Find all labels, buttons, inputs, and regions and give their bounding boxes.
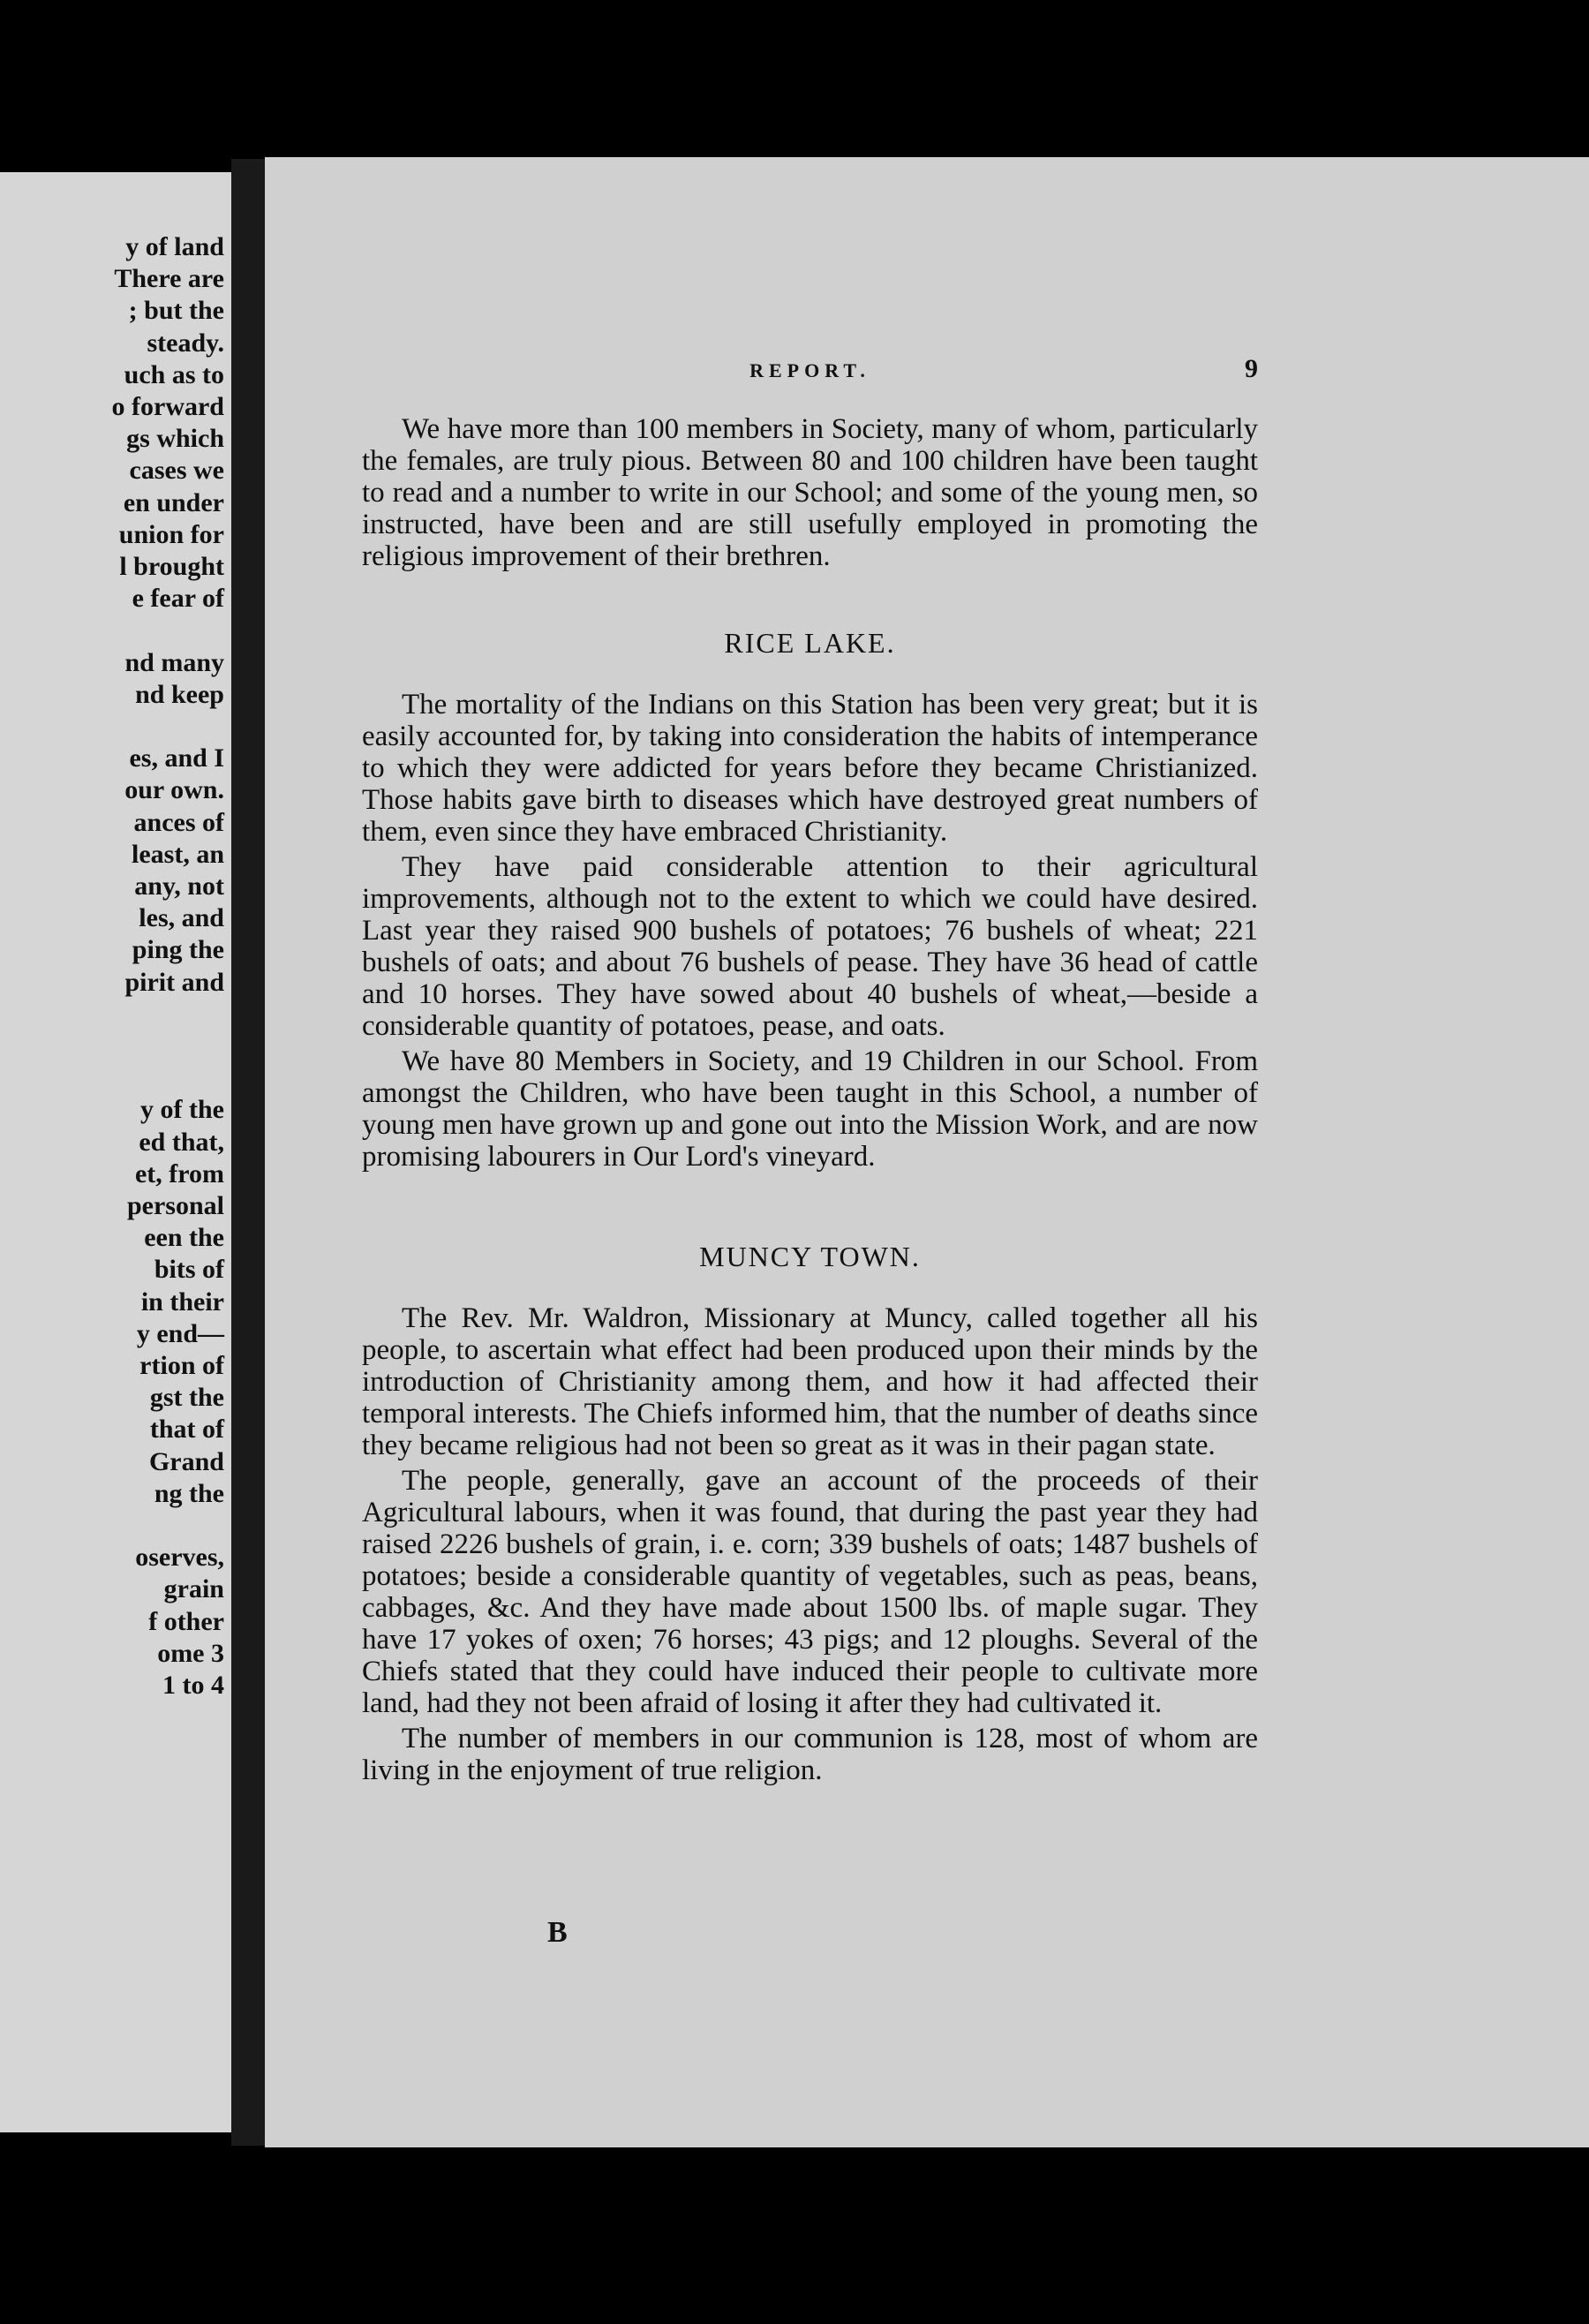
left-page-line: nd many: [124, 647, 224, 677]
left-page-line: l brought: [119, 552, 224, 581]
left-page-line: ; but the: [128, 296, 224, 326]
running-head: REPORT.: [749, 359, 870, 381]
page-number: 9: [1245, 354, 1258, 383]
left-page-line: y of land: [125, 232, 224, 261]
rice-lake-section: [362, 689, 1258, 1173]
left-page-line: uch as to: [124, 359, 224, 389]
left-page-line: en under: [123, 487, 224, 517]
left-page-line: 1 to 4: [162, 1671, 224, 1700]
left-page-line: ome 3: [157, 1638, 224, 1668]
rice-lake-paragraph-2: They have paid considerable attention to their agricultural improvements, although not to the extent to which we could have desired. Last year they raised 900 bushels of potatoes; 76 bushels of wheat; 221 bushels of oats; and about 76 bushels of pease. They have 36 head of cattle and 10 horses. They have sowed about 40 bushels of wheat,—beside a considerable quantity of potatoes, pease, and oats.: [362, 851, 1258, 1042]
left-page-line: pirit and: [124, 967, 224, 997]
left-page-line: grain: [163, 1574, 224, 1604]
left-page-line: least, an: [132, 839, 224, 869]
section-heading-rice-lake: RICE LAKE.: [724, 627, 896, 659]
left-page-line: e fear of: [132, 584, 224, 614]
left-page-line: o forward: [111, 392, 224, 421]
left-page-line: es, and I: [129, 743, 224, 773]
left-page-line: that of: [149, 1415, 224, 1445]
section-heading-muncy-town: MUNCY TOWN.: [699, 1241, 921, 1272]
muncy-town-paragraph-1: The Rev. Mr. Waldron, Missionary at Muncy, called together all his people, to ascertain what effect had been produced upon their minds by the introduction of Christianity among them, and how it had affected their temporal interests. The Chiefs informed him, that the number of deaths since they became religious had not been so great as it was in their pagan state.: [362, 1302, 1258, 1461]
left-page-line: een the: [144, 1223, 224, 1253]
rice-lake-paragraph-1: The mortality of the Indians on this Station has been very great; but it is easily accounted for, by taking into consideration the habits of intemperance to which they were addicted for years before they became Christianized. Those habits gave birth to diseases which have destroyed great numbers of them, even since they have embraced Christianity.: [362, 689, 1258, 848]
left-page-line: oserves,: [135, 1543, 224, 1573]
left-page-line: ping the: [132, 935, 224, 965]
left-page-line: steady.: [147, 328, 224, 358]
left-page-line: our own.: [124, 775, 224, 805]
left-page-line: bits of: [154, 1255, 224, 1285]
left-page-line: rtion of: [139, 1351, 224, 1380]
left-page-line: ng the: [154, 1478, 224, 1508]
left-page-line: There are: [114, 264, 224, 294]
muncy-town-paragraph-3: The number of members in our communion is 128, most of whom are living in the enjoyment of true religion.: [362, 1723, 1258, 1786]
left-page-line: union for: [118, 519, 224, 549]
rice-lake-paragraph-3: We have 80 Members in Society, and 19 Children in our School. From amongst the Children, who have been taught in this School, a number of young men have grown up and gone out into the Mission Work, and are now promising labourers in Our Lord's vineyard.: [362, 1045, 1258, 1173]
left-page-line: personal: [126, 1191, 224, 1220]
left-page-line: Grand: [148, 1446, 224, 1476]
left-page-line: cases we: [129, 456, 224, 486]
left-page-line: les, and: [139, 903, 224, 933]
left-page-line: et, from: [134, 1158, 224, 1188]
left-page-line: nd keep: [135, 679, 224, 709]
left-page-line: gs which: [126, 424, 224, 454]
left-page-line: any, not: [134, 872, 224, 901]
intro-paragraph: We have more than 100 members in Society, many of whom, particularly the females, are truly pious. Between 80 and 100 children have been taught to read and a number to write in our School; and some of the young men, so instructed, have been and are still usefully employed in promoting the religious improvement of their brethren.: [362, 413, 1258, 572]
left-page-line: y of the: [140, 1095, 224, 1125]
left-page-line: gst the: [149, 1383, 224, 1413]
left-page-line: ances of: [133, 807, 224, 837]
intro-block: [362, 413, 1258, 572]
page-header: [362, 354, 1258, 393]
muncy-town-section: [362, 1302, 1258, 1786]
left-page-line: ed that,: [139, 1127, 224, 1157]
left-page-fragment: [0, 172, 231, 2132]
muncy-town-paragraph-2: The people, generally, gave an account of the proceeds of their Agricultural labours, when it was found, that during the past year they had raised 2226 bushels of grain, i. e. corn; 339 bushels of oats; 1487 bushels of potatoes; beside a considerable quantity of vegetables, such as peas, beans, cabbages, &c. And they have made about 1500 lbs. of maple sugar. They have 17 yokes of oxen; 76 horses; 43 pigs; and 12 ploughs. Several of the Chiefs stated that they could have induced their people to cultivate more land, had they not been afraid of losing it after they had cultivated it.: [362, 1465, 1258, 1719]
left-page-line: y end—: [136, 1318, 224, 1348]
left-page-line: f other: [148, 1606, 224, 1636]
left-page-line: in their: [140, 1286, 224, 1317]
signature-mark: B: [547, 1916, 568, 1949]
